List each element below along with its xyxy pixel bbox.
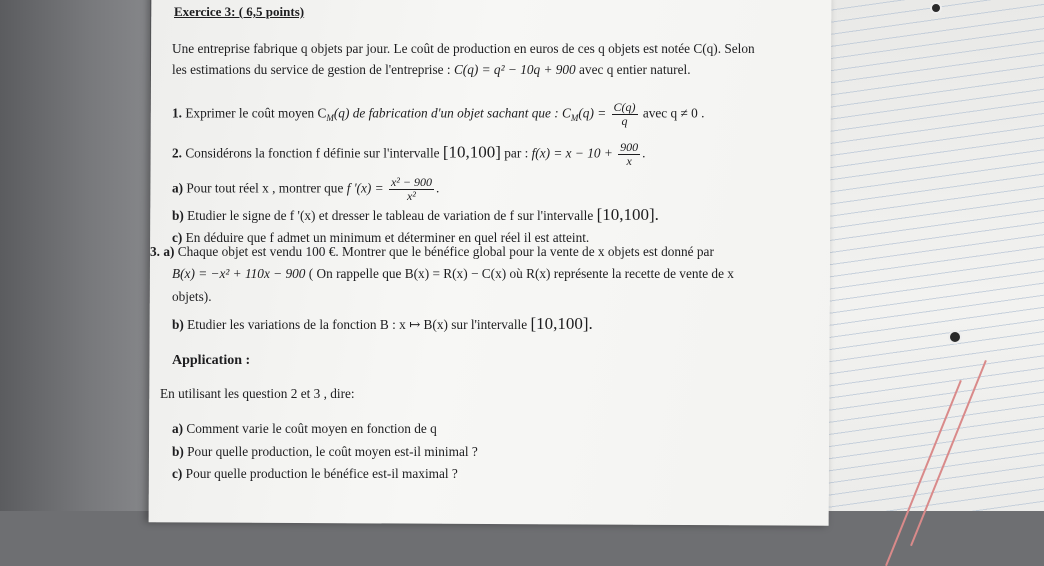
exercise-title: Exercice 3: ( 6,5 points) [174, 4, 305, 19]
intro-line-2: les estimations du service de gestion de l'entreprise : C(q) = q² − 10q + 900 avec q entier naturel. [172, 62, 691, 77]
notebook-ring-icon [948, 330, 962, 344]
application-c: c) Pour quelle production le bénéfice est-il maximal ? [172, 466, 458, 481]
question-2a: a) Pour tout réel x , montrer que f '(x) = $\frac{\text{x² − 900}}{\text{x²}}$ . [172, 175, 440, 203]
benefit-formula: B(x) = −x² + 110x − 900 [172, 266, 306, 281]
application-intro: En utilisant les question 2 et 3 , dire: [160, 386, 355, 401]
question-3a-end: objets). [172, 289, 212, 304]
question-2b: b) Etudier le signe de f '(x) et dresser le tableau de variation de f sur l'intervalle [10,100]. [172, 205, 659, 224]
application-heading: Application : [172, 353, 251, 368]
question-3a-formula: B(x) = −x² + 110x − 900 ( On rappelle que B(x) = R(x) − C(x) où R(x) représente la recette de vente de x [172, 266, 734, 281]
question-1: 1. Exprimer le coût moyen $C_M(q)$ de fabrication d'un objet sachant que : $C_M(q)$ = $\frac{C(q)}{q}$ avec q ≠ 0 . [172, 100, 705, 128]
mean-cost-fraction: $\frac{C(q)}{q}$ [613, 100, 636, 128]
f-fraction: $\frac{900}{x}$ [620, 140, 639, 168]
desk-background [0, 0, 150, 511]
question-2c: c) En déduire que f admet un minimum et déterminer en quel réel il est atteint. [172, 230, 590, 245]
application-a: a) Comment varie le coût moyen en fonction de q [172, 421, 437, 436]
intro-line-1: Une entreprise fabrique q objets par jour. Le coût de production en euros de ces q objets est notée C(q). Selon [172, 41, 755, 56]
question-3a: 3. a) Chaque objet est vendu 100 €. Montrer que le bénéfice global pour la vente de x objets est donné par [150, 244, 714, 259]
f-prime-fraction: $\frac{\text{x² − 900}}{\text{x²}}$ [390, 175, 432, 203]
notebook-background [820, 0, 1044, 511]
application-b: b) Pour quelle production, le coût moyen est-il minimal ? [172, 444, 478, 459]
cost-formula: C(q) = q² − 10q + 900 [453, 62, 576, 77]
notebook-ring-icon [930, 2, 942, 14]
question-3b: b) Etudier les variations de la fonction B : x ↦ B(x) sur l'intervalle [10,100]. [172, 314, 593, 333]
question-2: 2. Considérons la fonction f définie sur l'intervalle [10,100] par : f(x) = x − 10 + $\frac{900}{x}$ . [172, 140, 646, 168]
